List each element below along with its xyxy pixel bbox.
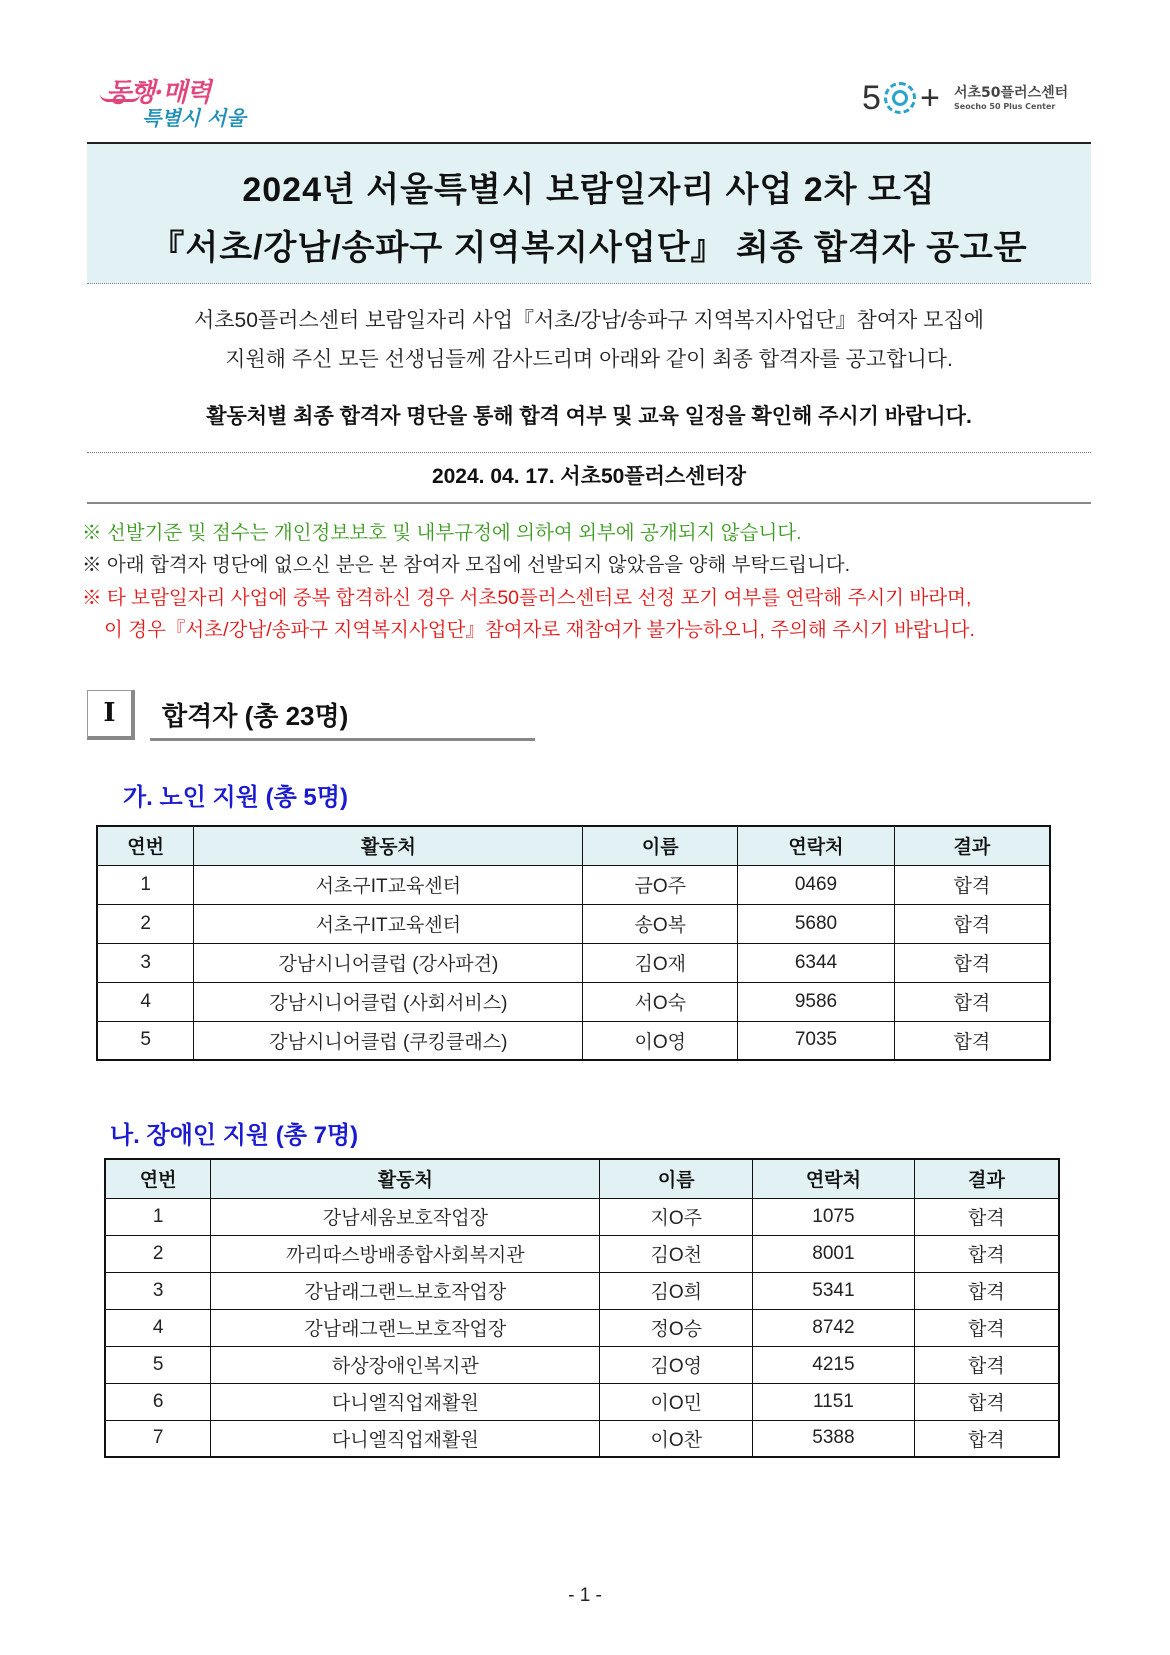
cell-no: 3 [105, 1272, 211, 1309]
cell-contact: 4215 [753, 1346, 915, 1383]
cell-name: 이O민 [600, 1383, 753, 1420]
table-row [105, 1198, 1059, 1235]
cell-no: 4 [97, 982, 194, 1021]
elderly-results-table [96, 825, 1051, 1061]
cell-no: 6 [105, 1383, 211, 1420]
logo-name-en: Seocho 50 Plus Center [954, 102, 1056, 111]
cell-place: 강남세움보호작업장 [211, 1198, 600, 1235]
logo-plus-icon: + [920, 79, 940, 117]
cell-name: 이O영 [583, 1021, 738, 1060]
table-row [97, 904, 1050, 943]
col-header-place: 활동처 [211, 1159, 600, 1198]
col-header-no: 연번 [97, 826, 194, 865]
cell-contact: 5680 [738, 904, 895, 943]
cell-name: 금O주 [583, 865, 738, 904]
cell-contact: 7035 [738, 1021, 895, 1060]
cell-place: 하상장애인복지관 [211, 1346, 600, 1383]
divider-solid [87, 502, 1091, 504]
cell-result: 합격 [914, 1420, 1059, 1457]
cell-place: 서초구IT교육센터 [194, 865, 583, 904]
col-header-result: 결과 [894, 826, 1050, 865]
cell-contact: 0469 [738, 865, 895, 904]
cell-contact: 1075 [753, 1198, 915, 1235]
logo-number: 5 [862, 79, 881, 117]
cell-contact: 9586 [738, 982, 895, 1021]
cell-name: 김O재 [583, 943, 738, 982]
cell-name: 지O주 [600, 1198, 753, 1235]
cell-result: 합격 [894, 943, 1050, 982]
seoul-logo [100, 72, 250, 130]
cell-no: 5 [97, 1021, 194, 1060]
cell-name: 김O천 [600, 1235, 753, 1272]
cell-result: 합격 [914, 1309, 1059, 1346]
col-header-no: 연번 [105, 1159, 211, 1198]
cell-contact: 8001 [753, 1235, 915, 1272]
cell-no: 3 [97, 943, 194, 982]
section-number-box: I [87, 690, 135, 740]
cell-name: 김O희 [600, 1272, 753, 1309]
cell-result: 합격 [914, 1383, 1059, 1420]
table-header-row [97, 826, 1050, 865]
signature-date: 2024. 04. 17. 서초50플러스센터장 [431, 465, 747, 488]
table-row [105, 1420, 1059, 1457]
cell-result: 합격 [894, 865, 1050, 904]
cell-result: 합격 [914, 1346, 1059, 1383]
col-header-contact: 연락처 [738, 826, 895, 865]
note-duplicate-line1: ※ 타 보람일자리 사업에 중복 합격하신 경우 서초50플러스센터로 선정 포기 여부를 연락해 주시기 바라며, [82, 587, 972, 609]
note-not-selected: ※ 아래 합격자 명단에 없으신 분은 본 참여자 모집에 선발되지 않았음을 양해 부탁드립니다. [82, 554, 851, 576]
cell-place: 다니엘직업재활원 [211, 1383, 600, 1420]
table-row [97, 943, 1050, 982]
cell-result: 합격 [894, 904, 1050, 943]
logo-name-kr: 서초50플러스센터 [954, 85, 1069, 101]
col-header-contact: 연락처 [753, 1159, 915, 1198]
seoul-logo-line1: 동행·매력 [106, 78, 211, 108]
table-row [105, 1346, 1059, 1383]
disabled-results-table [104, 1158, 1060, 1458]
cell-no: 4 [105, 1309, 211, 1346]
table-row [97, 1021, 1050, 1060]
cell-name: 김O영 [600, 1346, 753, 1383]
cell-result: 합격 [894, 982, 1050, 1021]
cell-result: 합격 [914, 1198, 1059, 1235]
cell-place: 강남래그랜느보호작업장 [211, 1309, 600, 1346]
cell-no: 1 [105, 1198, 211, 1235]
cell-name: 이O찬 [600, 1420, 753, 1457]
table-row [105, 1383, 1059, 1420]
cell-result: 합격 [914, 1272, 1059, 1309]
col-header-result: 결과 [914, 1159, 1059, 1198]
seoul-logo-swoosh-icon [100, 94, 140, 102]
cell-place: 강남시니어클럽 (강사파견) [194, 943, 583, 982]
cell-name: 송O복 [583, 904, 738, 943]
table-row [97, 982, 1050, 1021]
table-row [105, 1272, 1059, 1309]
cell-place: 강남시니어클럽 (사회서비스) [194, 982, 583, 1021]
cell-result: 합격 [914, 1235, 1059, 1272]
intro-line2: 지원해 주신 모든 선생님들께 감사드리며 아래와 같이 최종 합격자를 공고합니다. [225, 348, 953, 371]
note-duplicate-line2: 이 경우『서초/강남/송파구 지역복지사업단』참여자로 재참여가 불가능하오니, 주의해 주시기 바랍니다. [104, 619, 975, 641]
cell-contact: 5341 [753, 1272, 915, 1309]
table-row [97, 865, 1050, 904]
cell-place: 강남시니어클럽 (쿠킹클래스) [194, 1021, 583, 1060]
col-header-place: 활동처 [194, 826, 583, 865]
cell-no: 2 [97, 904, 194, 943]
table-header-row [105, 1159, 1059, 1198]
table-row [105, 1235, 1059, 1272]
col-header-name: 이름 [600, 1159, 753, 1198]
cell-place: 다니엘직업재활원 [211, 1420, 600, 1457]
cell-no: 5 [105, 1346, 211, 1383]
seocho-50plus-logo [862, 76, 1072, 120]
seoul-logo-line2: 특별시 서울 [142, 106, 246, 130]
note-privacy: ※ 선발기준 및 점수는 개인정보보호 및 내부규정에 의하여 외부에 공개되지 않습니다. [82, 522, 802, 544]
cell-no: 7 [105, 1420, 211, 1457]
subsection-title-elderly: 가. 노인 지원 (총 5명) [123, 784, 348, 811]
cell-name: 서O숙 [583, 982, 738, 1021]
subsection-title-disabled: 나. 장애인 지원 (총 7명) [110, 1122, 359, 1149]
cell-place: 까리따스방배종합사회복지관 [211, 1235, 600, 1272]
cell-result: 합격 [894, 1021, 1050, 1060]
page-number: - 1 - [568, 1585, 602, 1606]
col-header-name: 이름 [583, 826, 738, 865]
section-underline [150, 738, 535, 741]
cell-no: 2 [105, 1235, 211, 1272]
cell-name: 정O승 [600, 1309, 753, 1346]
intro-line1: 서초50플러스센터 보람일자리 사업『서초/강남/송파구 지역복지사업단』참여자 모집에 [193, 309, 985, 332]
divider-dotted [87, 452, 1091, 453]
page-title-line2: 『서초/강남/송파구 지역복지사업단』 최종 합격자 공고문 [150, 229, 1028, 267]
cell-contact: 8742 [753, 1309, 915, 1346]
cell-place: 강남래그랜느보호작업장 [211, 1272, 600, 1309]
table-row [105, 1309, 1059, 1346]
section-title: 합격자 (총 23명) [162, 701, 349, 731]
page-title-line1: 2024년 서울특별시 보람일자리 사업 2차 모집 [242, 171, 936, 209]
cell-no: 1 [97, 865, 194, 904]
title-band [87, 142, 1091, 284]
logo-ring-inner-icon [892, 90, 908, 106]
cell-contact: 6344 [738, 943, 895, 982]
cell-contact: 5388 [753, 1420, 915, 1457]
intro-emphasis: 활동처별 최종 합격자 명단을 통해 합격 여부 및 교육 일정을 확인해 주시기 바랍니다. [206, 405, 972, 428]
cell-contact: 1151 [753, 1383, 915, 1420]
cell-place: 서초구IT교육센터 [194, 904, 583, 943]
